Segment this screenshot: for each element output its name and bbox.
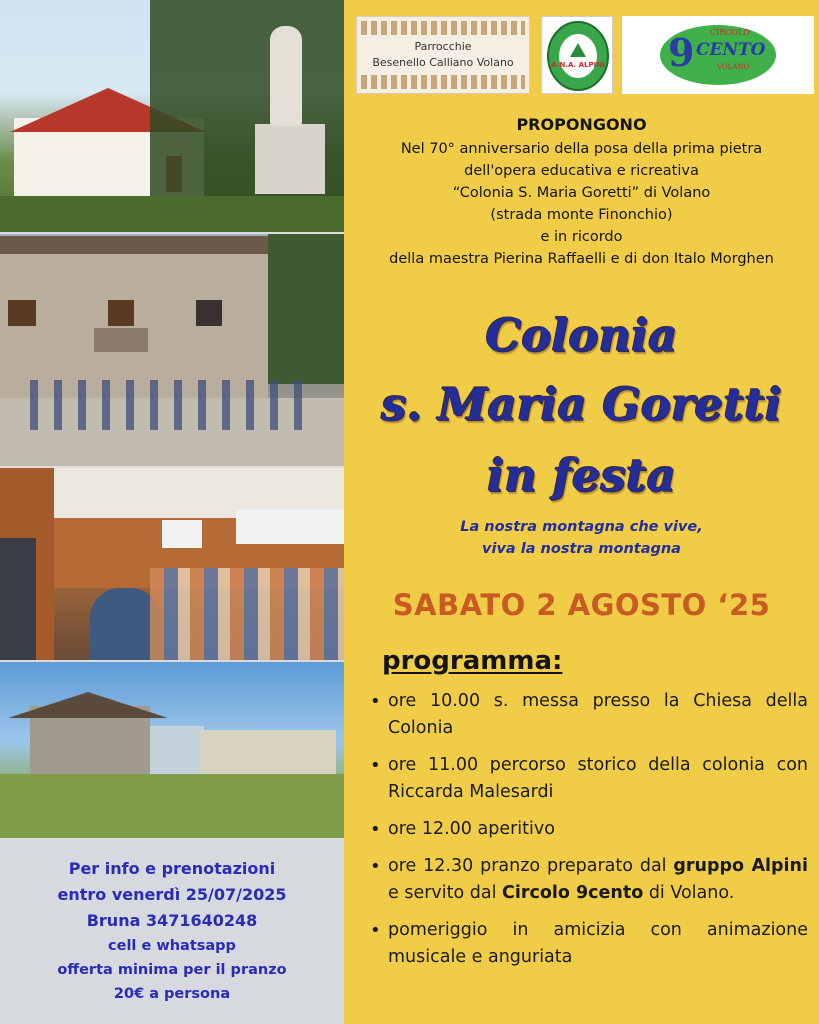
intro-line: e in ricordo (540, 229, 623, 245)
program-list (368, 688, 808, 981)
program-item-text: di Volano. (643, 883, 735, 903)
statue-pedestal (255, 124, 325, 194)
right-column (344, 0, 819, 1024)
house-roof (8, 692, 168, 718)
slogan (344, 516, 819, 560)
people-dancing (30, 380, 310, 430)
window (196, 300, 222, 326)
trees (268, 234, 344, 384)
program-item (368, 688, 808, 742)
circolo-9cento-logo (622, 16, 814, 94)
left-column (0, 0, 344, 1024)
person-speaking (0, 538, 36, 660)
meadow (0, 774, 344, 838)
grass (0, 196, 344, 232)
event-title-line1: Colonia (485, 309, 678, 362)
program-item-text: ore 11.00 percorso storico della colonia con Riccarda Malesardi (388, 755, 808, 802)
info-line: offerta minima per il pranzo (57, 962, 287, 978)
program-item-text: ore 12.00 aperitivo (388, 819, 555, 839)
program-item-bold: gruppo Alpini (673, 856, 808, 876)
window (162, 520, 202, 548)
program-item-text: e servito dal (388, 883, 503, 903)
slogan-line: viva la nostra montagna (482, 541, 681, 557)
logo-circolo: CIRCOLO (710, 28, 750, 37)
intro-line: dell'opera educativa e ricreativa (464, 163, 699, 179)
alpini-badge-icon (542, 17, 614, 95)
window (108, 300, 134, 326)
logo-volano: VOLANO (717, 63, 750, 71)
parrocchie-logo (356, 16, 530, 94)
program-item-text: ore 12.30 pranzo preparato dal (388, 856, 674, 876)
statue (270, 26, 302, 126)
info-line: cell e whatsapp (108, 938, 236, 954)
intro-block (344, 112, 819, 270)
program-item (368, 816, 808, 843)
intro-line: (strada monte Finonchio) (490, 207, 673, 223)
photo-colonia-exterior (0, 662, 344, 838)
slogan-line: La nostra montagna che vive, (460, 519, 703, 535)
building-roof (0, 236, 284, 254)
balcony (94, 328, 148, 352)
intro-line: della maestra Pierina Raffaelli e di don Italo Morghen (389, 251, 774, 267)
program-item (368, 917, 808, 971)
intro-line: “Colonia S. Maria Goretti” di Volano (452, 185, 711, 201)
event-date: SABATO 2 AGOSTO ‘25 (392, 588, 771, 622)
info-line: entro venerdì 25/07/2025 (57, 885, 287, 904)
parrocchie-towns: Besenello Calliano Volano (372, 56, 514, 69)
intro-heading: PROPONGONO (516, 115, 647, 134)
info-line: Per info e prenotazioni (68, 859, 276, 878)
intro-line: Nel 70° anniversario della posa della prima pietra (400, 141, 763, 157)
church-skyline (361, 75, 525, 89)
event-title-line3: in festa (487, 449, 676, 502)
seated-children (150, 568, 344, 660)
building-facade (0, 248, 268, 398)
alpini-logo (541, 16, 613, 94)
program-item (368, 752, 808, 806)
logo-nine: 9 (668, 30, 695, 75)
photo-hall-group (0, 468, 344, 660)
photo-chapel-statue (0, 0, 344, 232)
info-phone: Bruna 3471640248 (86, 911, 258, 930)
program-item-text: pomeriggio in amicizia con animazione musicale e anguriata (388, 920, 808, 967)
parrocchie-title: Parrocchie (414, 40, 472, 53)
info-box (0, 840, 344, 1024)
program-item-text: ore 10.00 s. messa presso la Chiesa della Colonia (388, 691, 808, 738)
window (236, 510, 344, 544)
logo-cento: CENTO (696, 40, 766, 60)
alpini-center-text: A.N.A. ALPINI (551, 61, 605, 69)
window (8, 300, 36, 326)
program-item (368, 853, 808, 907)
program-title: programma: (382, 646, 563, 676)
event-title-line2: s. Maria Goretti (381, 378, 782, 431)
photo-colonia-building (0, 234, 344, 466)
info-price: 20€ a persona (113, 986, 231, 1002)
church-skyline (361, 21, 525, 35)
program-item-bold: Circolo 9cento (502, 883, 644, 903)
